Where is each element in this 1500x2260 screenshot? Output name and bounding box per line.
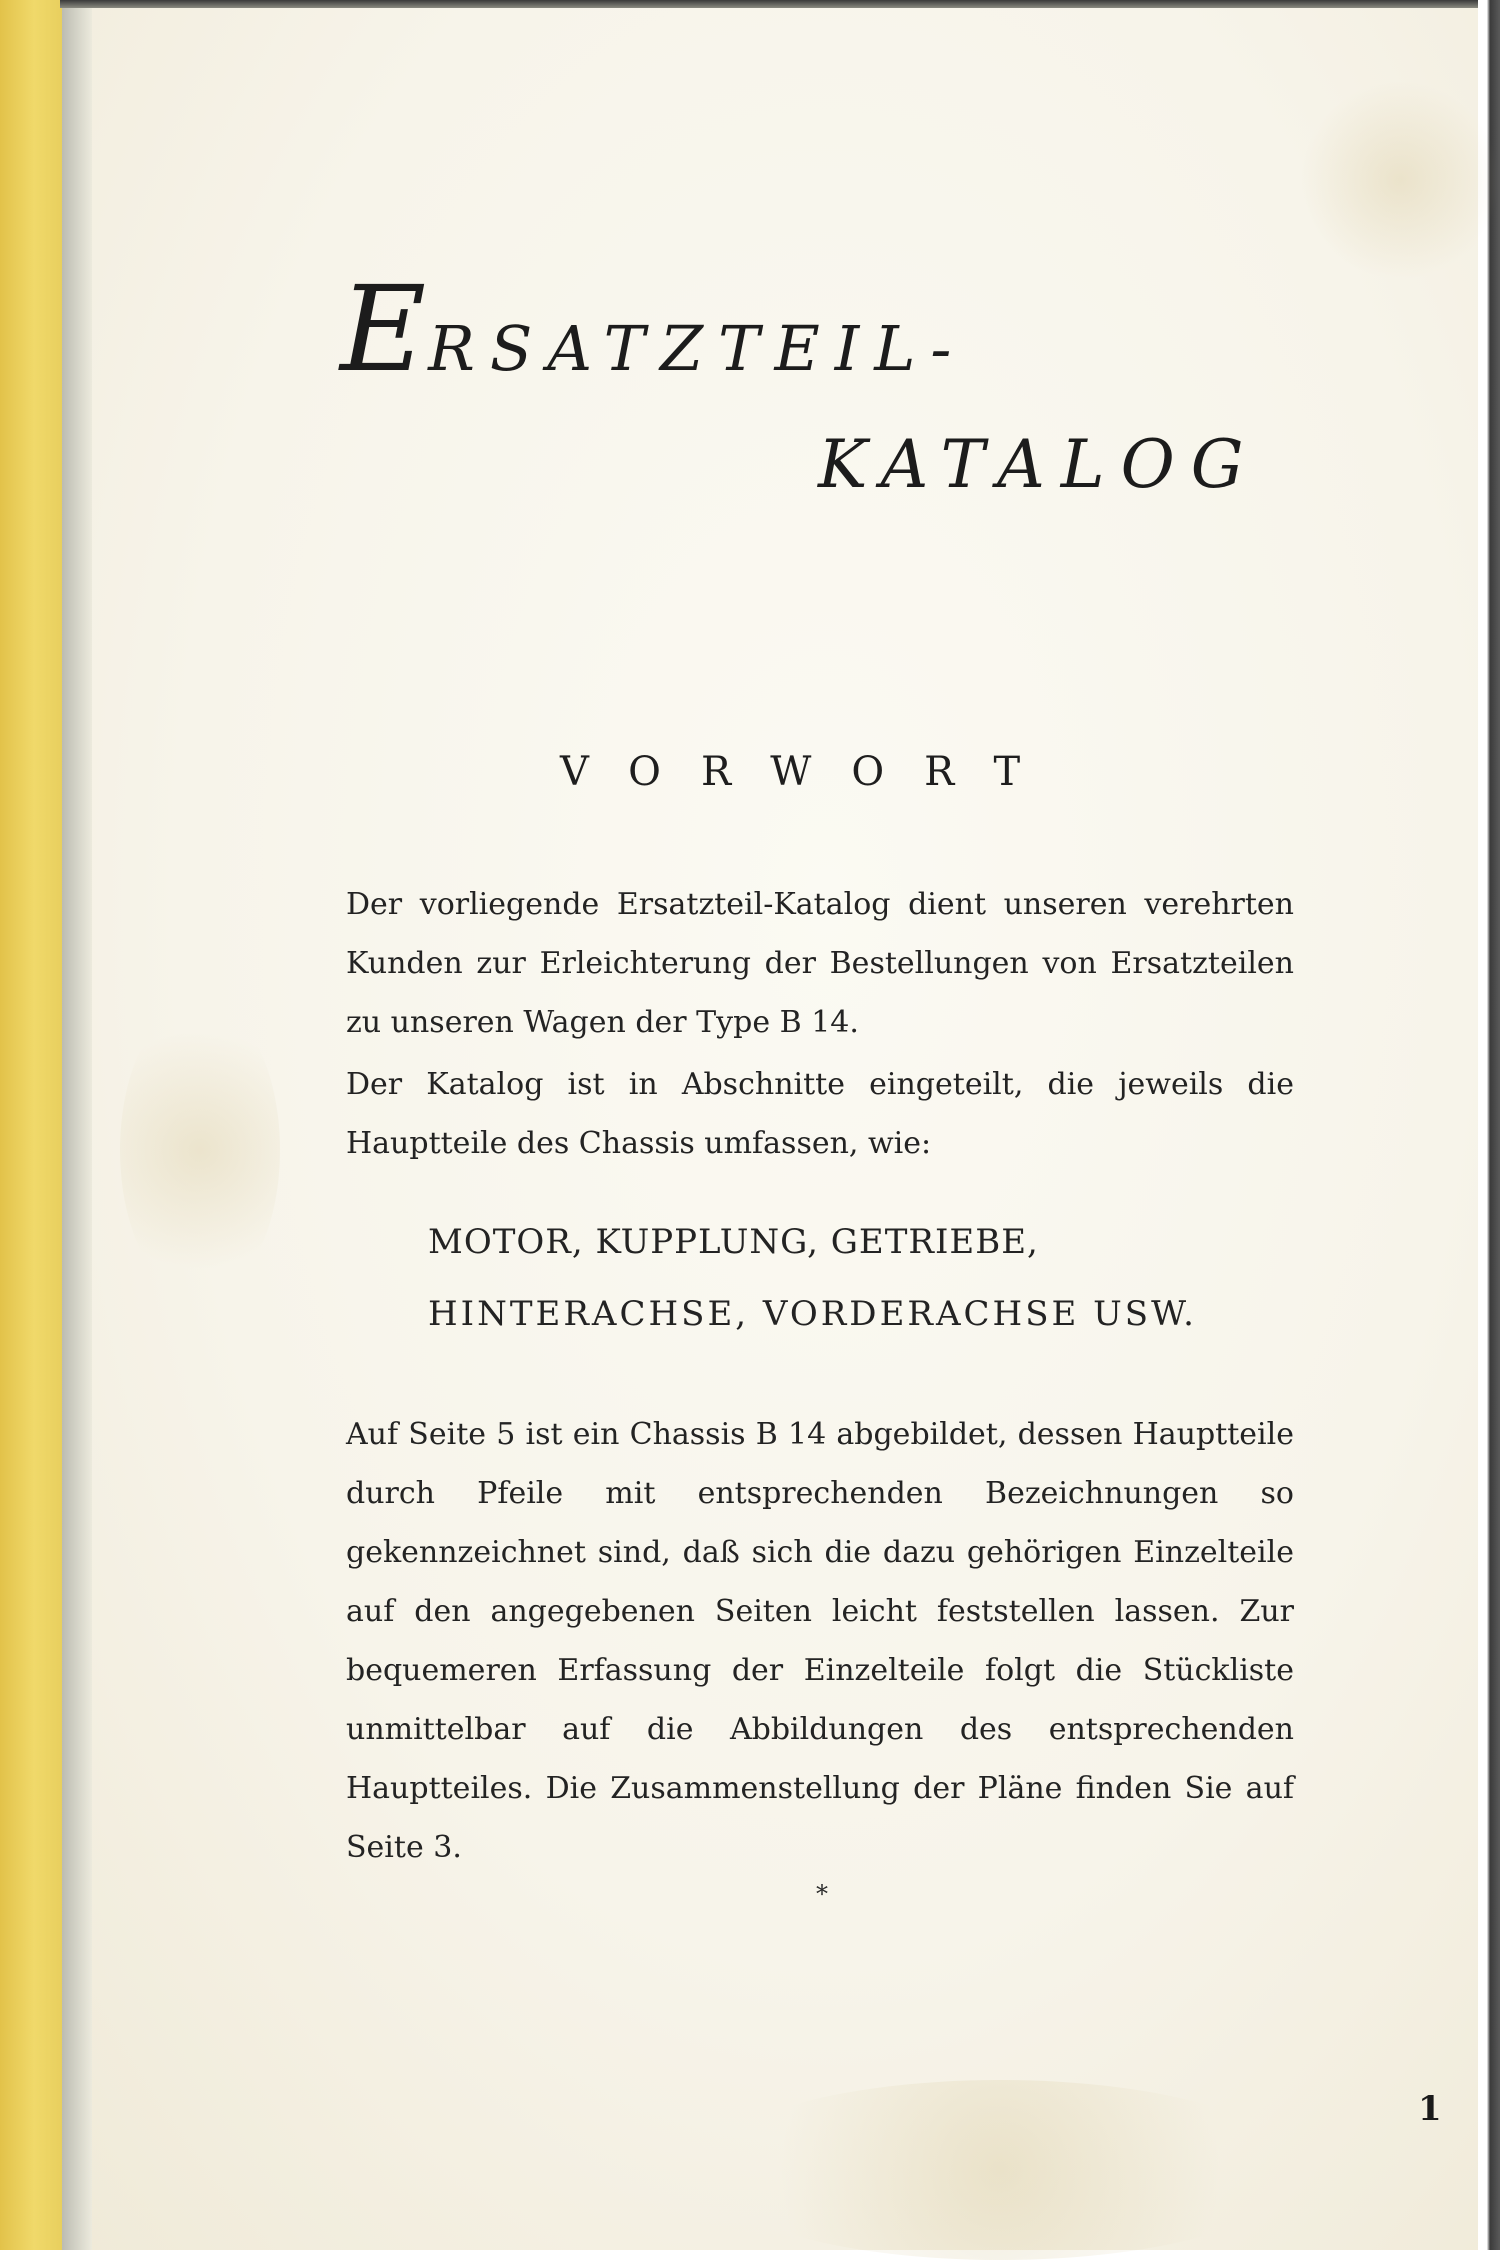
binding-strip: [0, 0, 62, 2250]
paper-stain: [1300, 80, 1500, 280]
catalog-title-line1: [340, 260, 967, 398]
title-initial: E: [340, 260, 429, 398]
section-heading: VORWORT: [560, 749, 1061, 795]
title-rest: RSATZTEIL-: [428, 312, 967, 385]
ornament-star: *: [816, 1880, 828, 1908]
page-number: 1: [1418, 2089, 1442, 2129]
right-page-edge: [1478, 0, 1500, 2250]
main-parts-list-line1: MOTOR, KUPPLUNG, GETRIEBE,: [428, 1222, 1039, 1262]
top-page-edge: [60, 0, 1480, 8]
structure-paragraph: Der Katalog ist in Abschnitte eingeteilt, die jeweils die Hauptteile des Chassis umfassen, wie:: [346, 1067, 1294, 1161]
paper-stain: [120, 1000, 280, 1300]
catalog-title-line2: KATALOG: [818, 426, 1260, 503]
intro-paragraph: Der vorliegende Ersatzteil-Katalog dient unseren verehrten Kunden zur Erleichterung der Bestellungen von Ersatzteilen zu unseren Wagen der Type B 14.: [346, 887, 1294, 1040]
usage-paragraph: Auf Seite 5 ist ein Chassis B 14 abgebildet, dessen Hauptteile durch Pfeile mit entsprechenden Bezeichnungen so gekennzeichnet sind, daß sich die dazu gehörigen Einzelteile auf den angegebenen Seiten leicht feststellen lassen. Zur bequemeren Erfassung der Einzelteile folgt die Stückliste unmittelbar auf die Abbildungen des entsprechenden Hauptteiles. Die Zusammenstellung der Pläne finden Sie auf Seite 3.: [346, 1417, 1294, 1865]
main-parts-list-line2: HINTERACHSE, VORDERACHSE USW.: [428, 1294, 1197, 1334]
paper-stain: [700, 2080, 1300, 2260]
binding-shadow: [62, 0, 92, 2250]
